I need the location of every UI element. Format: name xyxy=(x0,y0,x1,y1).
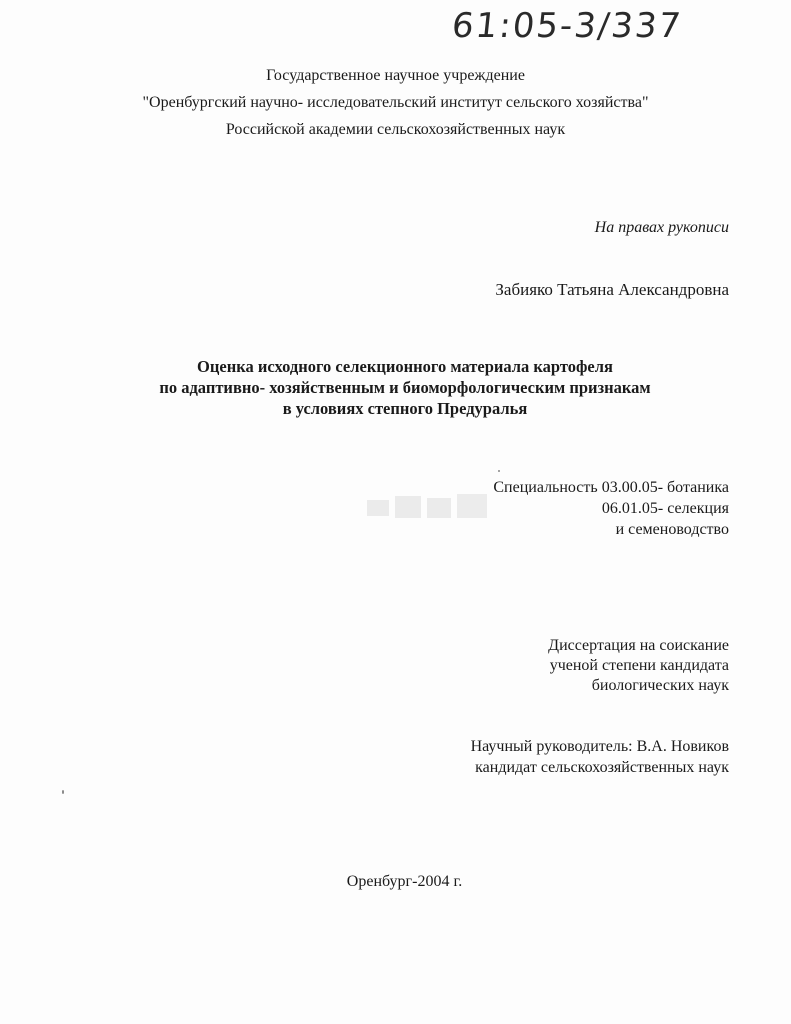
dissertation-title xyxy=(100,356,710,419)
advisor-block xyxy=(409,736,729,778)
title-line-3: в условиях степного Предуралья xyxy=(282,399,528,418)
institution-line-1: Государственное научное учреждение xyxy=(266,67,525,84)
city-year: Оренбург-2004 г. xyxy=(346,873,463,890)
institution-line-2: "Оренбургский научно- исследовательский институт сельского хозяйства" xyxy=(142,94,649,111)
dissertation-line-2: ученой степени кандидата xyxy=(549,657,729,674)
title-line-1: Оценка исходного селекционного материала картофеля xyxy=(197,357,613,376)
advisor-line-1: Научный руководитель: В.А. Новиков xyxy=(470,738,729,755)
scan-speck xyxy=(62,790,64,794)
specialty-line-3: и семеноводство xyxy=(615,521,729,538)
specialty-line-1: Специальность 03.00.05- ботаника xyxy=(493,479,729,496)
dissertation-line-3: биологических наук xyxy=(591,677,729,694)
archive-code: 61:05-3/337 xyxy=(449,6,685,46)
specialty-block xyxy=(409,477,729,540)
title-line-2: по адаптивно- хозяйственным и биоморфологическим признакам xyxy=(159,378,651,397)
dissertation-line-1: Диссертация на соискание xyxy=(548,637,729,654)
scan-speck xyxy=(498,470,500,472)
manuscript-note: На правах рукописи xyxy=(594,219,729,236)
author-name: Забияко Татьяна Александровна xyxy=(495,280,729,299)
advisor-line-2: кандидат сельскохозяйственных наук xyxy=(475,759,729,776)
institution-line-3: Российской академии сельскохозяйственных наук xyxy=(225,121,566,138)
institution-header xyxy=(0,62,791,143)
specialty-line-2: 06.01.05- селекция xyxy=(601,500,729,517)
dissertation-block xyxy=(469,636,729,696)
